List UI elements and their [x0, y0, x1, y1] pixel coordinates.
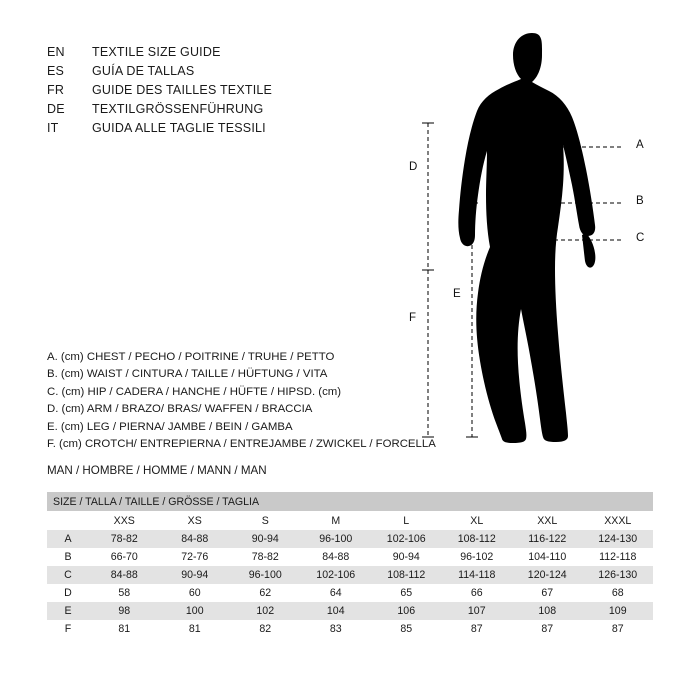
language-code: DE	[47, 102, 65, 116]
column-header-xxs: XXS	[89, 511, 160, 530]
cell-d-s: 62	[230, 584, 301, 602]
legend-item-b: B. (cm) WAIST / CINTURA / TAILLE / HÜFTUNG / VITA	[47, 368, 328, 381]
cell-d-xxs: 58	[89, 584, 160, 602]
cell-d-l: 65	[371, 584, 442, 602]
language-title: GUÍA DE TALLAS	[92, 64, 195, 78]
cell-b-l: 90-94	[371, 548, 442, 566]
cell-a-xxxl: 124-130	[583, 530, 654, 548]
table-title: SIZE / TALLA / TAILLE / GRÖSSE / TAGLIA	[47, 492, 653, 511]
cell-e-xxs: 98	[89, 602, 160, 620]
hand-shape	[582, 233, 595, 268]
cell-b-s: 78-82	[230, 548, 301, 566]
size-table	[47, 492, 653, 638]
cell-a-xxl: 116-122	[512, 530, 583, 548]
cell-a-xs: 84-88	[160, 530, 231, 548]
column-header-m: M	[301, 511, 372, 530]
table-corner-cell	[47, 511, 89, 530]
table-row	[47, 530, 653, 548]
cell-e-l: 106	[371, 602, 442, 620]
cell-f-l: 85	[371, 620, 442, 638]
cell-f-xl: 87	[442, 620, 513, 638]
cell-e-xs: 100	[160, 602, 231, 620]
cell-a-m: 96-100	[301, 530, 372, 548]
diagram-label-b: B	[636, 195, 644, 207]
diagram-label-e: E	[453, 288, 461, 300]
diagram-label-c: C	[636, 232, 645, 244]
table-row	[47, 566, 653, 584]
measurement-legend	[47, 349, 447, 453]
row-label-c: C	[47, 566, 89, 584]
row-label-f: F	[47, 620, 89, 638]
language-row	[47, 45, 377, 64]
language-code: ES	[47, 64, 65, 78]
cell-f-m: 83	[301, 620, 372, 638]
cell-b-xxxl: 112-118	[583, 548, 654, 566]
column-header-xxxl: XXXL	[583, 511, 654, 530]
cell-b-m: 84-88	[301, 548, 372, 566]
language-row	[47, 64, 377, 83]
cell-d-m: 64	[301, 584, 372, 602]
language-code: IT	[47, 121, 59, 135]
cell-f-xxs: 81	[89, 620, 160, 638]
cell-d-xxxl: 68	[583, 584, 654, 602]
legend-item-e: E. (cm) LEG / PIERNA/ JAMBE / BEIN / GAMBA	[47, 420, 293, 433]
cell-f-xs: 81	[160, 620, 231, 638]
column-header-xxl: XXL	[512, 511, 583, 530]
column-header-s: S	[230, 511, 301, 530]
cell-a-xl: 108-112	[442, 530, 513, 548]
language-title-block	[47, 45, 377, 140]
row-label-e: E	[47, 602, 89, 620]
cell-c-xxs: 84-88	[89, 566, 160, 584]
language-code: EN	[47, 45, 65, 59]
legend-item-d: D. (cm) ARM / BRAZO/ BRAS/ WAFFEN / BRACCIA	[47, 403, 313, 416]
cell-d-xxl: 67	[512, 584, 583, 602]
diagram-label-d: D	[409, 161, 418, 173]
cell-e-xxxl: 109	[583, 602, 654, 620]
row-label-d: D	[47, 584, 89, 602]
table-row	[47, 602, 653, 620]
language-row	[47, 83, 377, 102]
cell-c-xxxl: 126-130	[583, 566, 654, 584]
cell-d-xs: 60	[160, 584, 231, 602]
language-code: FR	[47, 83, 65, 97]
cell-b-xl: 96-102	[442, 548, 513, 566]
cell-e-m: 104	[301, 602, 372, 620]
cell-c-xl: 114-118	[442, 566, 513, 584]
table-row	[47, 584, 653, 602]
cell-b-xxl: 104-110	[512, 548, 583, 566]
cell-f-s: 82	[230, 620, 301, 638]
cell-f-xxl: 87	[512, 620, 583, 638]
column-header-xs: XS	[160, 511, 231, 530]
language-row	[47, 121, 377, 140]
cell-b-xs: 72-76	[160, 548, 231, 566]
language-title: TEXTILGRÖSSENFÜHRUNG	[92, 102, 264, 116]
cell-a-l: 102-106	[371, 530, 442, 548]
cell-c-l: 108-112	[371, 566, 442, 584]
man-silhouette-icon	[458, 33, 595, 443]
cell-c-s: 96-100	[230, 566, 301, 584]
legend-item-f: F. (cm) CROTCH/ ENTREPIERNA / ENTREJAMBE / ZWICKEL / FORCELLA	[47, 438, 436, 451]
cell-a-s: 90-94	[230, 530, 301, 548]
diagram-label-a: A	[636, 139, 644, 151]
cell-d-xl: 66	[442, 584, 513, 602]
language-title: TEXTILE SIZE GUIDE	[92, 45, 221, 59]
language-title: GUIDE DES TAILLES TEXTILE	[92, 83, 273, 97]
row-label-a: A	[47, 530, 89, 548]
cell-a-xxs: 78-82	[89, 530, 160, 548]
legend-item-c: C. (cm) HIP / CADERA / HANCHE / HÜFTE / HIPSD. (cm)	[47, 385, 342, 398]
cell-e-xl: 107	[442, 602, 513, 620]
table-title-row	[47, 492, 653, 511]
language-title: GUIDA ALLE TAGLIE TESSILI	[92, 121, 266, 135]
cell-f-xxxl: 87	[583, 620, 654, 638]
cell-e-s: 102	[230, 602, 301, 620]
table-row	[47, 620, 653, 638]
size-table-wrap	[47, 492, 653, 638]
column-header-xl: XL	[442, 511, 513, 530]
diagram-label-f: F	[409, 312, 417, 324]
cell-c-xs: 90-94	[160, 566, 231, 584]
cell-b-xxs: 66-70	[89, 548, 160, 566]
cell-c-xxl: 120-124	[512, 566, 583, 584]
table-header-row	[47, 511, 653, 530]
cell-c-m: 102-106	[301, 566, 372, 584]
legend-item-a: A. (cm) CHEST / PECHO / POITRINE / TRUHE / PETTO	[47, 351, 335, 363]
table-row	[47, 548, 653, 566]
language-row	[47, 102, 377, 121]
column-header-l: L	[371, 511, 442, 530]
cell-e-xxl: 108	[512, 602, 583, 620]
row-label-b: B	[47, 548, 89, 566]
gender-label: MAN / HOMBRE / HOMME / MANN / MAN	[47, 464, 267, 477]
